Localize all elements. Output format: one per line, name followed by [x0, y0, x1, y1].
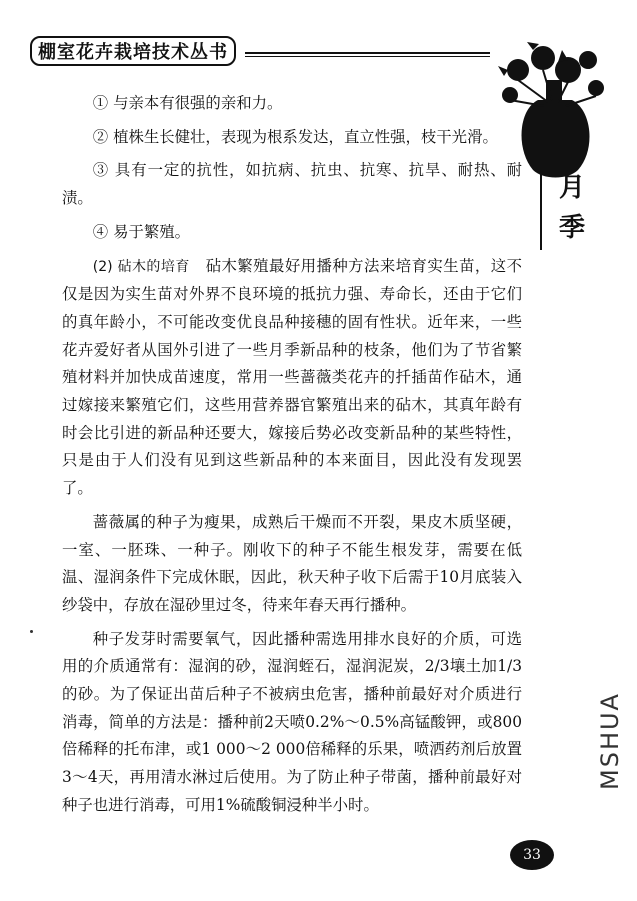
- paragraph: ① 与亲本有很强的亲和力。: [92, 94, 283, 112]
- paragraph-with-subhead: [62, 253, 522, 503]
- paragraph: ② 植株生长健壮，表现为根系发达，直立性强，枝干光滑。: [92, 127, 498, 146]
- paragraph: ④ 易于繁殖。: [92, 222, 191, 241]
- body-text: [62, 90, 522, 820]
- paragraph: 蔷薇属的种子为瘦果，成熟后干燥而不开裂，果皮木质坚硬，一室、一胚珠、一种子。刚收下的种子不能生根发芽，需要在低温、湿润条件下完成休眠，因此，秋天种子收下后需于10月底装入纱袋中，存放在湿砂里过冬，待来年春天再行播种。: [62, 512, 522, 614]
- paragraph: ③ 具有一定的抗性，如抗病、抗虫、抗寒、抗旱、耐热、耐渍。: [62, 161, 522, 208]
- subhead: (2) 砧木的培育: [92, 258, 190, 275]
- side-divider: [540, 160, 542, 250]
- header-rule-thin: [245, 56, 490, 57]
- series-title: 棚室花卉栽培技术丛书: [30, 36, 236, 66]
- watermark: MSHUA: [596, 692, 624, 790]
- page-number: 33: [510, 840, 554, 870]
- chapter-side-label: 月季: [558, 173, 585, 243]
- paragraph-text: 砧木繁殖最好用播种方法来培育实生苗，这不仅是因为实生苗对外界不良环境的抵抗力强、寿命长，还由于它们的真年龄小，不可能改变优良品种接穗的固有性状。近年来，一些花卉爱好者从国外引进了一些月季新品种的枝条，他们为了节省繁殖材料并加快成苗速度，常用一些蔷薇类花卉的扦插苗作砧木，通过嫁接来繁殖它们，这些用营养器官繁殖出来的砧木，其真年龄有时会比引进的新品种还要大，嫁接后势必改变新品种的某些特性，只是由于人们没有见到这些新品种的本来面目，因此没有发现罢了。: [62, 256, 522, 498]
- paragraph: 种子发芽时需要氧气，因此播种需选用排水良好的介质，可选用的介质通常有：湿润的砂，湿润蛭石，湿润泥炭，2/3壤土加1/3的砂。为了保证出苗后种子不被病虫危害，播种前最好对介质进行消毒，简单的方法是：播种前2天喷0.2%～0.5%高锰酸钾，或800倍稀释的托布津，或1 000～2 000倍稀释的乐果，喷洒药剂后放置3～4天，再用清水淋过后使用。为了防止种子带菌，播种前最好对种子也进行消毒，可用1%硫酸铜浸种半小时。: [62, 629, 522, 814]
- speck: [30, 630, 33, 633]
- header-rule: [245, 52, 490, 54]
